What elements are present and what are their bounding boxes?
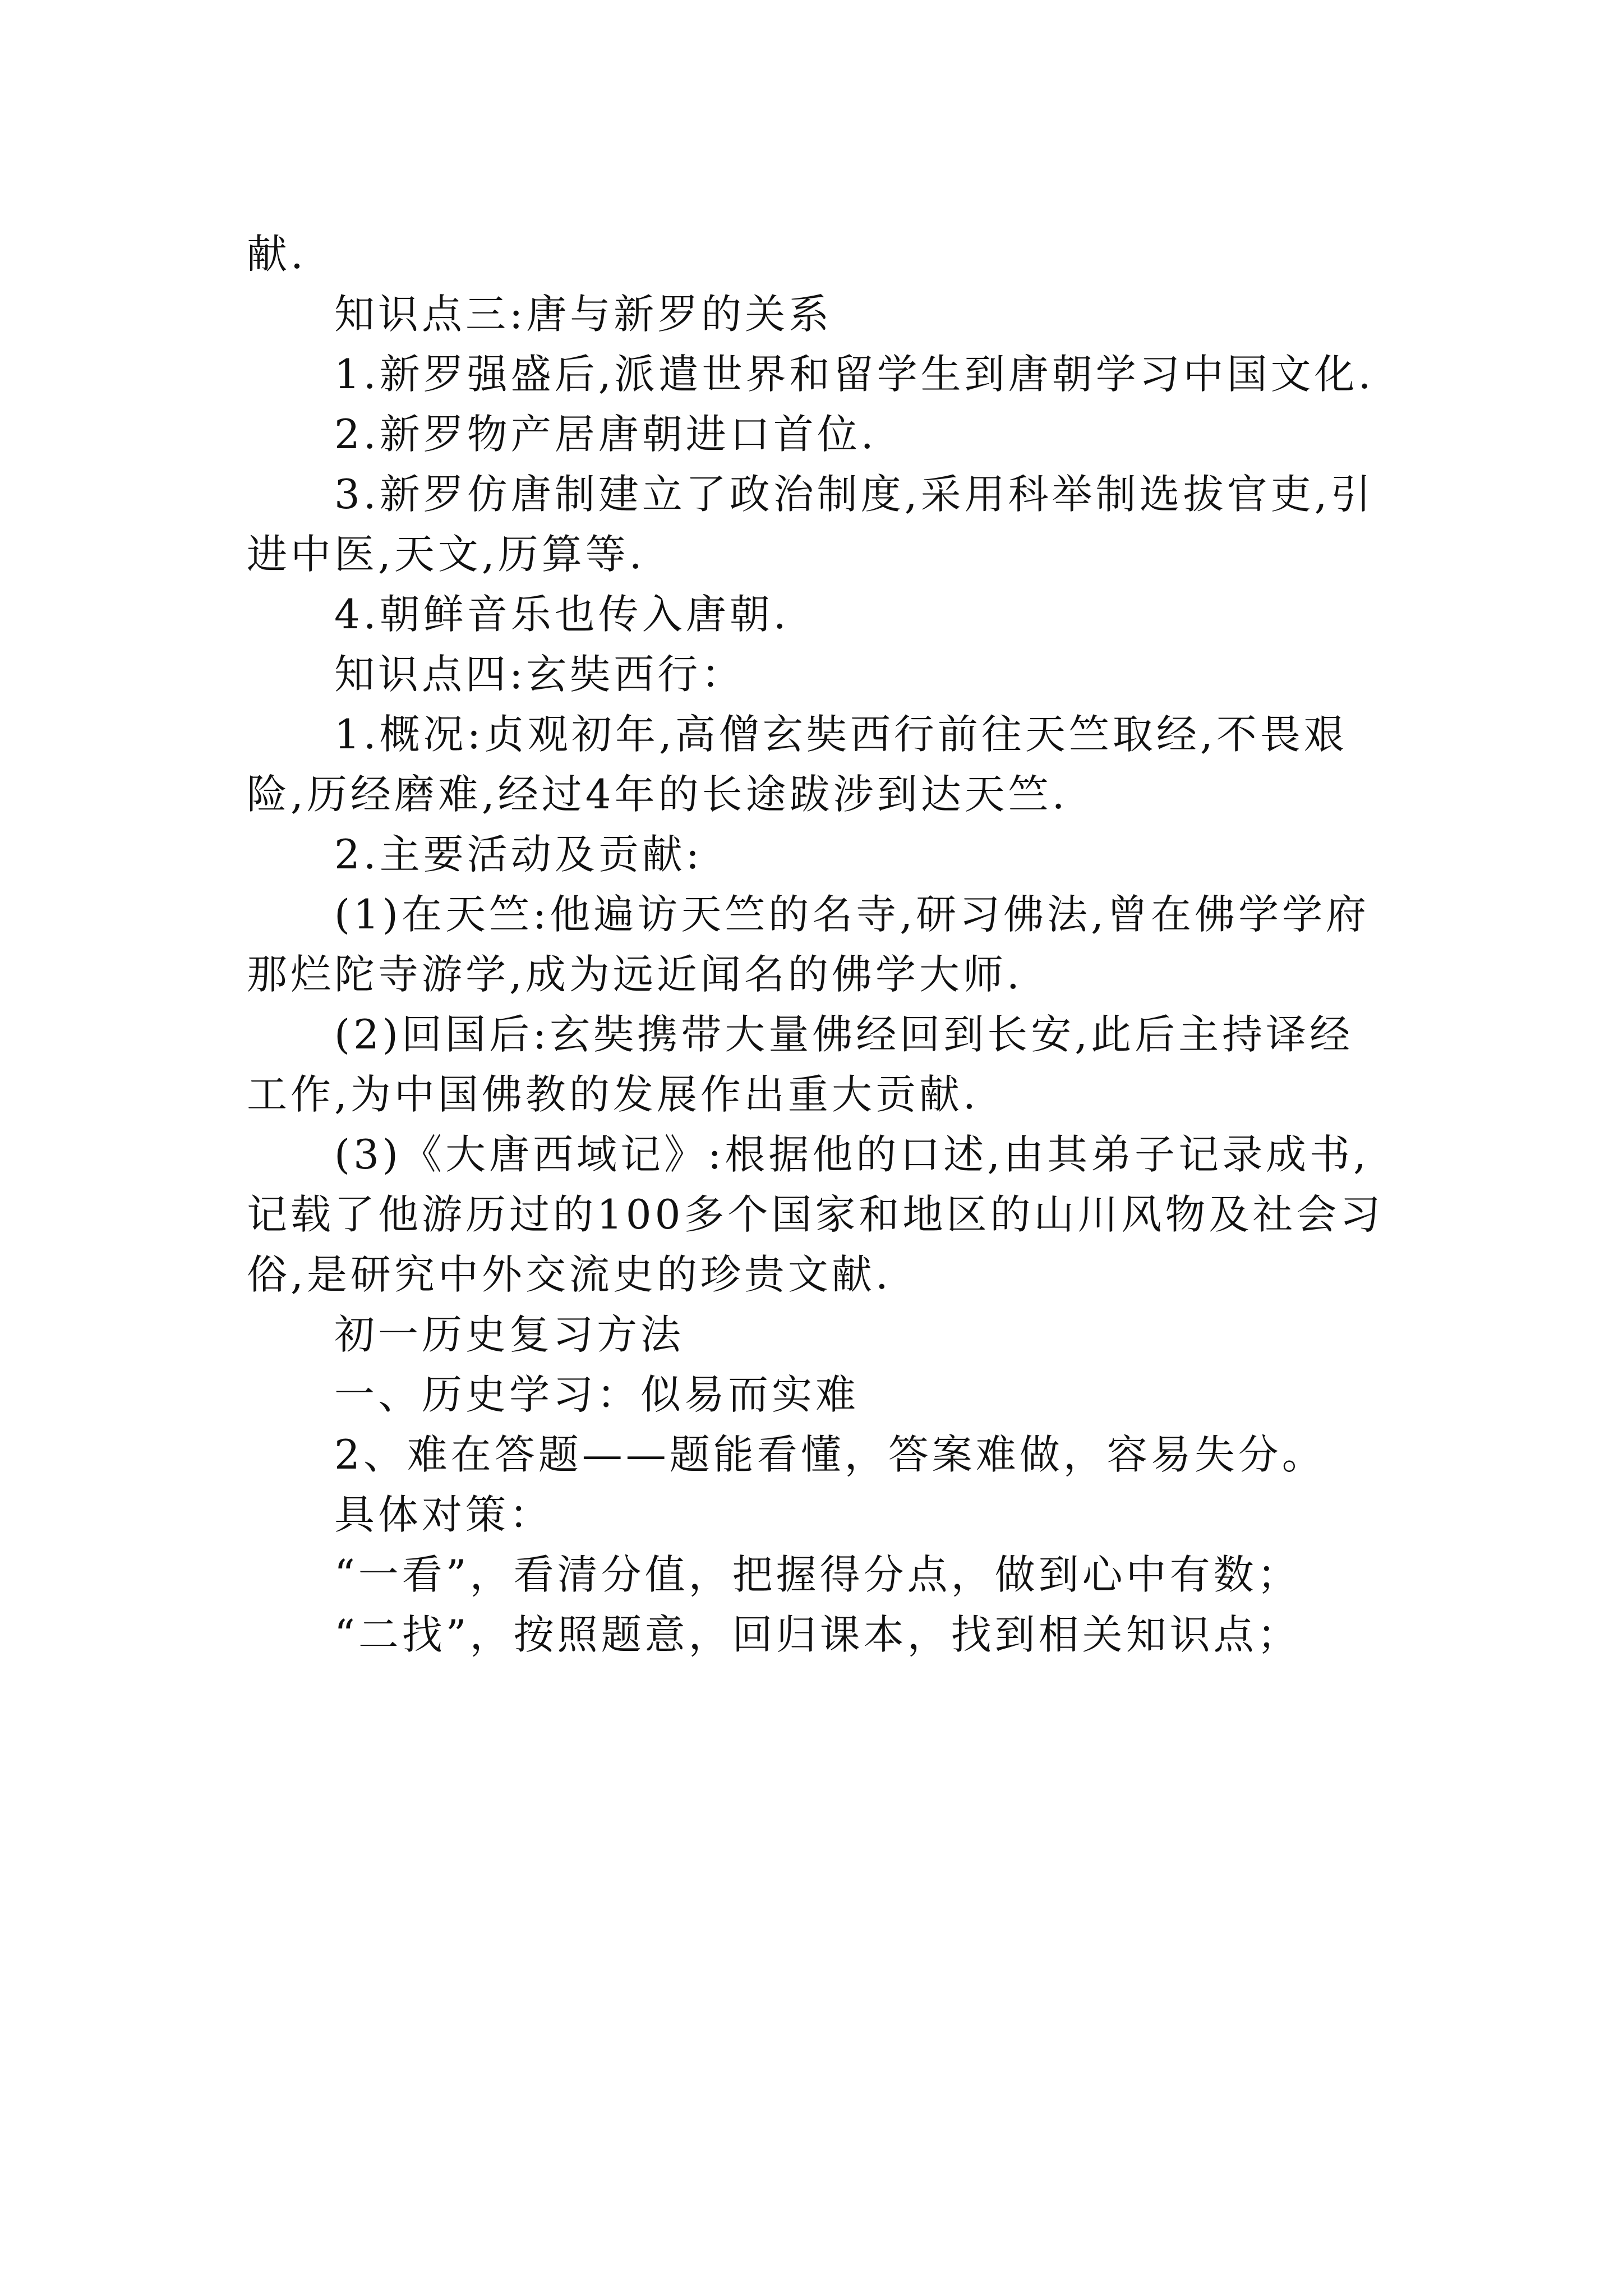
paragraph: 具体对策： [334, 1491, 554, 1538]
section-heading: 初一历史复习方法 [334, 1311, 685, 1358]
list-item: 2.新罗物产居唐朝进口首位. [334, 411, 877, 458]
sub-list-item: (1)在天竺:他遍访天竺的名寺,研习佛法,曾在佛学学府那烂陀寺游学,成为远近闻名的佛学大师. [247, 891, 1370, 998]
section-heading: 知识点三:唐与新罗的关系 [334, 291, 833, 338]
paragraph: 2、难在答题——题能看懂，答案难做，容易失分。 [334, 1431, 1326, 1478]
paragraph: 一、历史学习：似易而实难 [334, 1371, 860, 1418]
sub-list-item: (2)回国后:玄奘携带大量佛经回到长安,此后主持译经工作,为中国佛教的发展作出重大贡献. [247, 1011, 1354, 1118]
list-item: 2.主要活动及贡献: [334, 831, 703, 878]
list-item: 1.新罗强盛后,派遣世界和留学生到唐朝学习中国文化. [334, 351, 1375, 398]
paragraph: “一看”，看清分值，把握得分点，做到心中有数； [334, 1551, 1301, 1598]
list-item: 1.概况:贞观初年,高僧玄奘西行前往天竺取经,不畏艰险,历经磨难,经过4年的长途跋涉到达天竺. [247, 711, 1348, 818]
list-item: 4.朝鲜音乐也传入唐朝. [334, 591, 790, 638]
document-body [247, 224, 1385, 1665]
section-heading: 知识点四:玄奘西行： [334, 651, 745, 698]
paragraph: 献. [247, 231, 307, 278]
sub-list-item: (3)《大唐西域记》:根据他的口述,由其弟子记录成书,记载了他游历过的100多个国家和地区的山川风物及社会习俗,是研究中外交流史的珍贵文献. [247, 1131, 1384, 1298]
list-item: 3.新罗仿唐制建立了政治制度,采用科举制选拔官吏,引进中医,天文,历算等. [247, 471, 1375, 578]
paragraph: “二找”，按照题意，回归课本，找到相关知识点； [334, 1611, 1301, 1658]
